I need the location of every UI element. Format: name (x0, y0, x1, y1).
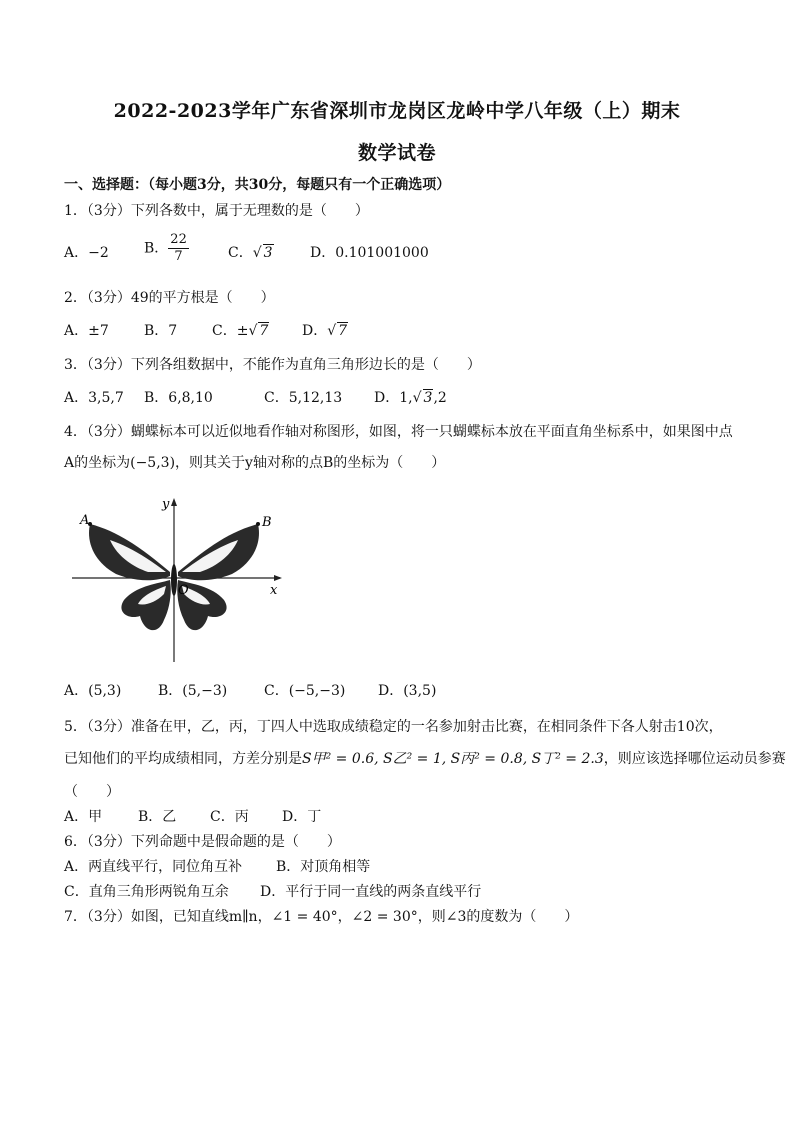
butterfly-figure (66, 492, 286, 664)
q3-option-c: C．5,12,13 (264, 390, 343, 406)
q1-option-c (228, 242, 274, 262)
question-6-stem: 6．（3分）下列命题中是假命题的是（ ） (64, 834, 341, 850)
q2-option-d-label: D． (302, 323, 328, 339)
q1-option-d: D．0.101001000 (310, 245, 429, 261)
question-1-stem: 1．（3分）下列各数中，属于无理数的是（ ） (64, 203, 369, 219)
q6-option-c: C．直角三角形两锐角互余 (64, 884, 229, 900)
q5-answer-paren: （ ） (64, 784, 120, 800)
q3-option-b: B．6,8,10 (144, 390, 213, 406)
question-7-stem: 7．（3分）如图，已知直线m∥n，∠1 = 40°，∠2 = 30°，则∠3的度数为（ ） (64, 909, 579, 925)
q5-option-a: A．甲 (64, 809, 103, 825)
q2-c-radicand: 7 (259, 323, 269, 339)
q6-option-b: B．对顶角相等 (276, 859, 371, 875)
q2-option-a: A．±7 (64, 323, 109, 339)
q1-fraction (168, 232, 189, 265)
question-4-stem-line2: A的坐标为(−5,3)，则其关于y轴对称的点B的坐标为（ ） (64, 455, 446, 471)
point-b (256, 522, 260, 526)
question-2-stem: 2．（3分）49的平方根是（ ） (64, 290, 275, 306)
sqrt-icon: √ (412, 390, 422, 406)
q2-option-c (212, 320, 269, 340)
q2-d-radicand: 7 (338, 323, 348, 339)
question-5-stem-line2 (64, 748, 786, 768)
q5-option-b: B．乙 (138, 809, 177, 825)
q3-option-d (374, 387, 447, 407)
q5-option-d: D．丁 (282, 809, 322, 825)
y-axis-arrow-icon (171, 498, 177, 506)
q3-radicand: 3 (423, 390, 433, 406)
q2-option-d (302, 320, 348, 340)
q2-option-c-label: C．± (212, 323, 249, 339)
q1-option-a: A．−2 (64, 245, 109, 261)
q1-option-c-label: C． (228, 245, 253, 261)
q4-option-d: D．(3,5) (378, 683, 437, 699)
page-title: 2022-2023学年广东省深圳市龙岗区龙岭中学八年级（上）期末 (113, 100, 681, 122)
q4-option-c: C．(−5,−3) (264, 683, 346, 699)
q1-fraction-numerator: 22 (170, 232, 187, 247)
label-origin: O (178, 583, 189, 598)
label-b: B (262, 515, 272, 530)
q1-radicand: 3 (263, 245, 273, 261)
q6-option-a: A．两直线平行，同位角互补 (64, 859, 243, 875)
q4-option-b: B．(5,−3) (158, 683, 228, 699)
question-3-stem: 3．（3分）下列各组数据中，不能作为直角三角形边长的是（ ） (64, 357, 481, 373)
question-4-stem-line1: 4．（3分）蝴蝶标本可以近似地看作轴对称图形，如图，将一只蝴蝶标本放在平面直角坐标系中，如果图中点 (64, 424, 733, 440)
q6-option-d: D．平行于同一直线的两条直线平行 (260, 884, 482, 900)
q5-stem-prefix: 已知他们的平均成绩相同，方差分别是 (64, 751, 302, 767)
q4-option-a: A．(5,3) (64, 683, 122, 699)
section-heading: 一、选择题：（每小题3分，共30分，每题只有一个正确选项） (64, 177, 451, 193)
q5-option-c: C．丙 (210, 809, 249, 825)
label-a: A (80, 513, 90, 528)
q1-option-b (144, 232, 189, 265)
label-x: x (270, 583, 278, 598)
butterfly-body (171, 564, 177, 596)
q3-option-d-label: D．1, (374, 390, 413, 406)
q1-fraction-denominator: 7 (174, 249, 183, 264)
page-subtitle: 数学试卷 (357, 142, 436, 164)
x-axis-arrow-icon (274, 575, 282, 581)
label-y: y (162, 497, 170, 512)
q5-stem-suffix: ，则应该选择哪位运动员参赛 (603, 751, 786, 767)
q5-variances: S甲² = 0.6, S乙² = 1, S丙² = 0.8, S丁² = 2.3 (302, 751, 604, 767)
sqrt-icon: √ (252, 245, 262, 261)
q1-option-b-label: B． (144, 240, 169, 257)
sqrt-icon: √ (327, 323, 337, 339)
q2-option-b: B．7 (144, 323, 178, 339)
q3-option-a: A．3,5,7 (64, 390, 124, 406)
sqrt-icon: √ (248, 323, 258, 339)
q3-option-d-suffix: ,2 (433, 390, 447, 406)
question-5-stem-line1: 5．（3分）准备在甲，乙，丙，丁四人中选取成绩稳定的一名参加射击比赛，在相同条件下各人射击10次， (64, 719, 723, 735)
